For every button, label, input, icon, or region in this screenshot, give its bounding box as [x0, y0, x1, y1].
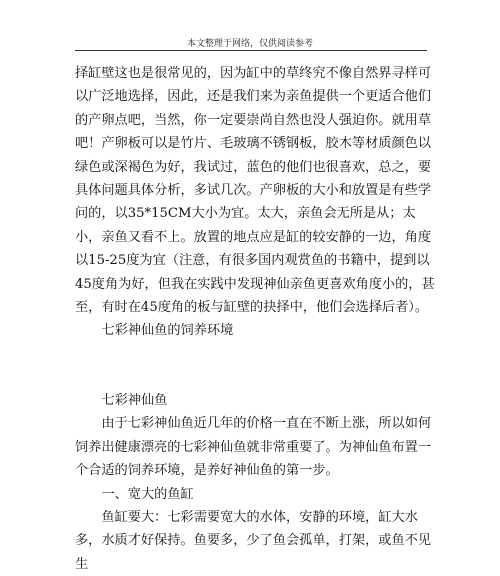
paragraph-tank-size: 鱼缸要大：七彩需要宽大的水体，安静的环境，缸大水多，水质才好保持。鱼要多，少了鱼会孤单，打架，或鱼不见生 — [75, 509, 432, 572]
heading-discus: 七彩神仙鱼 — [101, 392, 168, 408]
paragraph-intro: 由于七彩神仙鱼近几年的价格一直在不断上涨，所以如何饲养出健康漂亮的七彩神仙鱼就非常重要了。为神仙鱼布置一个合适的饲养环境，是养好神仙鱼的第一步。 — [75, 416, 432, 479]
header-divider — [75, 50, 427, 51]
heading-environment: 七彩神仙鱼的饲养环境 — [101, 323, 234, 339]
paragraph-spawning-board: 择缸壁这也是很常见的，因为缸中的草终究不像自然界寻样可以广泛地选择，因此，还是我们来为亲鱼提供一个更适合他们的产卵点吧，当然，你一定要崇尚自然也没人强迫你。就用草吧！产卵板可以是竹片、毛玻璃不锈钢板，胶木等材质颜色以绿色或深褐色为好，我试过，蓝色的他们也很喜欢，总之，要具体问题具体分析，多试几次。产卵板的大小和放置是有些学问的，以35*15CM大小为宜。太大，亲鱼会无所是从；太小，亲鱼又看不上。放置的地点应是缸的较安静的一边，角度以15-25度为宜（注意，有很多国内观赏鱼的书籍中，提到以45度角为好，但我在实践中发现神仙亲鱼更喜欢角度小的，甚至，有时在45度角的板与缸壁的抉择中，他们会选择后者）。 — [75, 66, 435, 316]
section-heading-tank: 一、宽大的鱼缸 — [101, 486, 194, 502]
document-body — [75, 62, 437, 576]
blank-space — [75, 343, 437, 389]
header-disclaimer: 本文整理于网络，仅供阅读参考 — [186, 39, 313, 49]
